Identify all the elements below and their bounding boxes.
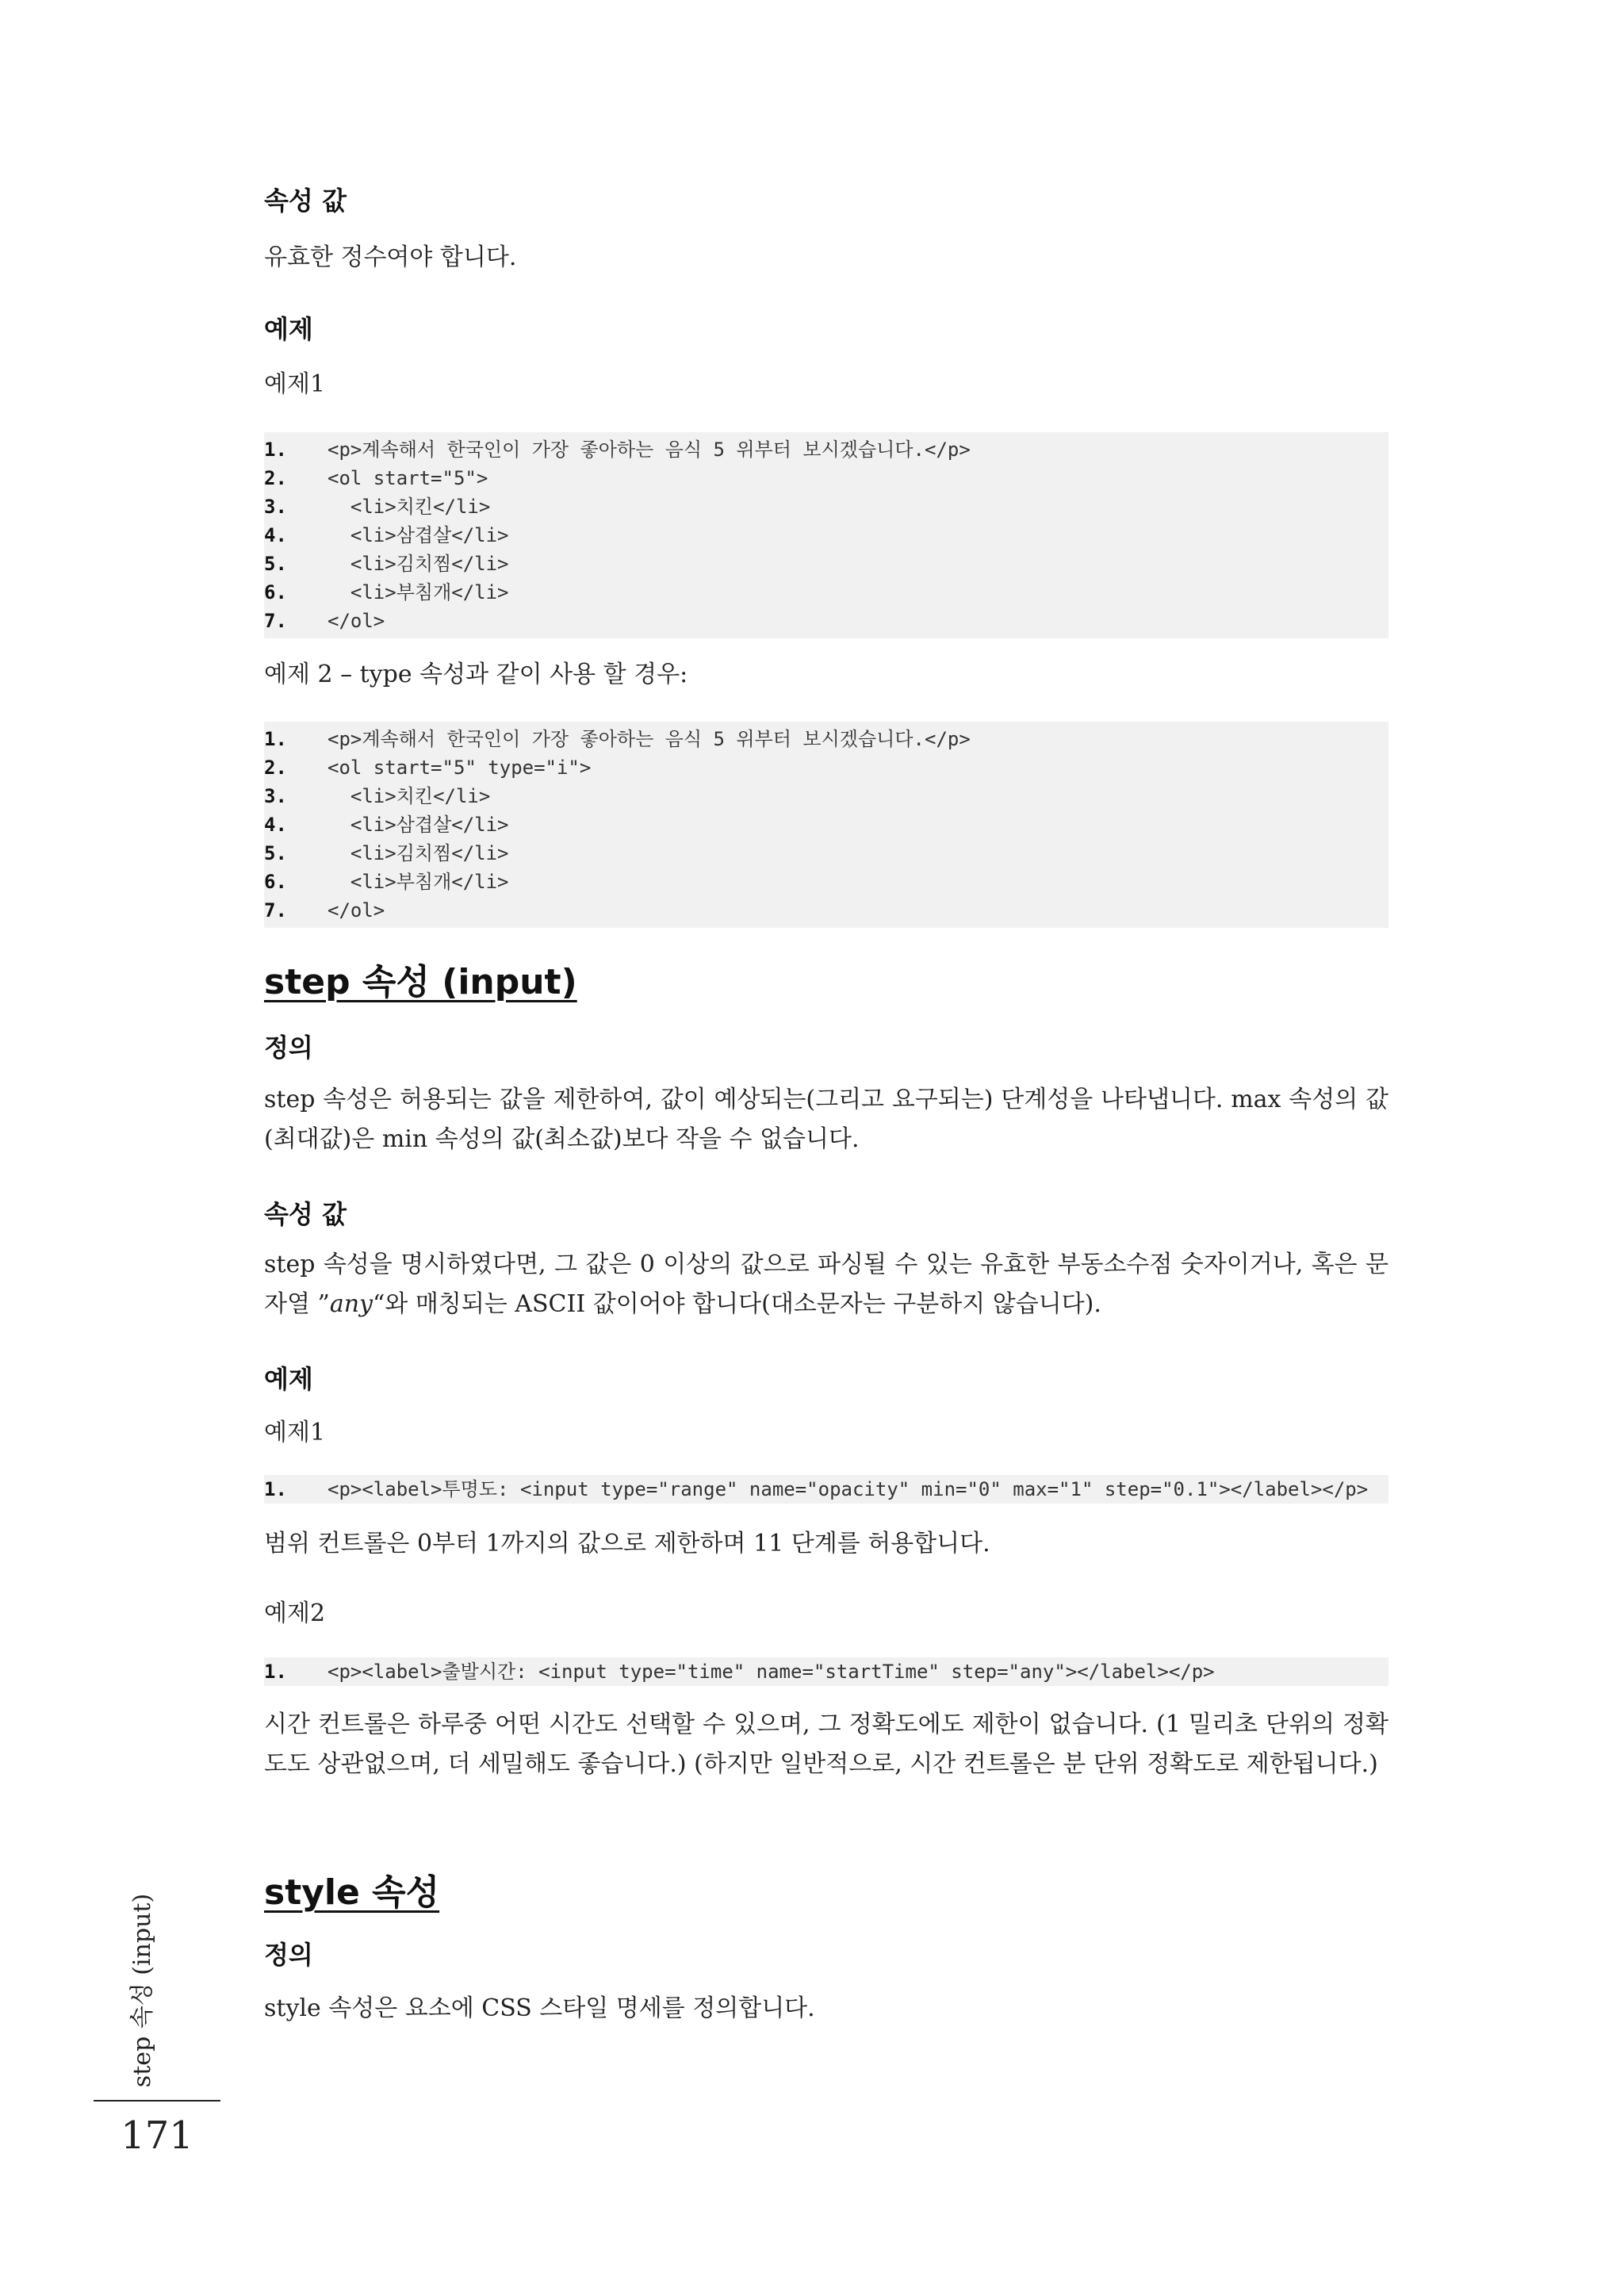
step-definition-text: step 속성은 허용되는 값을 제한하여, 값이 예상되는(그리고 요구되는) 단계성을 나타냅니다. max 속성의 값(최대값)은 min 속성의 값(최소값)보다 작을 수 없습니다. — [264, 1086, 1388, 1153]
step-attr-value-heading: 속성 값 — [264, 1199, 347, 1229]
style-section-title: style 속성 — [264, 1872, 440, 1913]
style-definition-heading: 정의 — [264, 1940, 313, 1970]
page-number: 171 — [121, 2113, 193, 2158]
example-heading: 예제 — [264, 314, 313, 344]
step-code-block-2 — [264, 1657, 1388, 1686]
code-line-number: 5. — [264, 842, 287, 864]
step-example-heading: 예제 — [264, 1364, 313, 1394]
code-line-number: 4. — [264, 814, 287, 836]
code-line-number: 6. — [264, 871, 287, 893]
step-attr-value-text-em: any — [329, 1290, 373, 1318]
code-line-text: <p><label>투명도: <input type="range" name="opacity" min="0" max="1" step="0.1"></label></p> — [327, 1478, 1369, 1500]
step-section-title: step 속성 (input) — [264, 962, 577, 1002]
code-line — [264, 868, 1388, 896]
code-line-number: 2. — [264, 757, 287, 779]
code-line — [264, 578, 1388, 607]
step-attr-value-text-post: “와 매칭되는 ASCII 값이어야 합니다(대소문자는 구분하지 않습니다). — [373, 1290, 1101, 1318]
code-line-text: <li>부침개</li> — [327, 871, 509, 893]
code-line-text: </ol> — [327, 899, 385, 921]
code-line-number: 7. — [264, 899, 287, 921]
example1-label: 예제1 — [264, 370, 326, 398]
margin-divider — [94, 2100, 220, 2102]
code-line — [264, 521, 1388, 550]
attr-value-heading: 속성 값 — [264, 186, 347, 216]
code-line-text: </ol> — [327, 610, 385, 632]
step-definition-heading: 정의 — [264, 1033, 313, 1063]
code-line-number: 1. — [264, 1661, 287, 1683]
code-line-number: 5. — [264, 553, 287, 575]
code-line-number: 2. — [264, 467, 287, 489]
code-line-text: <li>삼겹살</li> — [327, 524, 509, 546]
code-block-1 — [264, 432, 1388, 638]
step-example2-desc: 시간 컨트롤은 하루중 어떤 시간도 선택할 수 있으며, 그 정확도에도 제한이 없습니다. (1 밀리초 단위의 정확도도 상관없으며, 더 세밀해도 좋습니다.) (하지만 일반적으로, 시간 컨트롤은 분 단위 정확도로 제한됩니다.) — [264, 1711, 1388, 1778]
code-line — [264, 607, 1388, 635]
step-attr-value-text — [264, 1245, 1388, 1324]
example2-label: 예제 2 – type 속성과 같이 사용 할 경우: — [264, 661, 688, 688]
code-line-text: <p><label>출발시간: <input type="time" name="startTime" step="any"></label></p> — [327, 1661, 1215, 1683]
running-head-container — [95, 1887, 190, 2094]
code-line-text: <li>부침개</li> — [327, 581, 509, 603]
code-line-text: <ol start="5" type="i"> — [327, 757, 592, 779]
code-line — [264, 896, 1388, 925]
code-line — [264, 435, 1388, 464]
code-line — [264, 550, 1388, 578]
code-line-text: <li>김치찜</li> — [327, 553, 509, 575]
code-line — [264, 839, 1388, 868]
code-line-number: 3. — [264, 496, 287, 518]
code-line-number: 4. — [264, 524, 287, 546]
code-block-2 — [264, 722, 1388, 928]
code-line-text: <li>치킨</li> — [327, 496, 491, 518]
code-line-number: 1. — [264, 439, 287, 461]
running-head: step 속성 (input) — [128, 1893, 156, 2088]
attr-value-text: 유효한 정수여야 합니다. — [264, 243, 517, 271]
code-line — [264, 725, 1388, 753]
code-line — [264, 492, 1388, 521]
code-line — [264, 753, 1388, 782]
code-line-number: 3. — [264, 785, 287, 807]
code-line-number: 1. — [264, 728, 287, 750]
code-line — [264, 810, 1388, 839]
code-line-number: 6. — [264, 581, 287, 603]
code-line-text: <li>김치찜</li> — [327, 842, 509, 864]
code-line-text: <li>치킨</li> — [327, 785, 491, 807]
code-line — [264, 1657, 1388, 1686]
style-definition-text: style 속성은 요소에 CSS 스타일 명세를 정의합니다. — [264, 1994, 815, 2022]
step-code-block-1 — [264, 1475, 1388, 1504]
step-example1-desc: 범위 컨트롤은 0부터 1까지의 값으로 제한하며 11 단계를 허용합니다. — [264, 1530, 990, 1557]
code-line-text: <li>삼겹살</li> — [327, 814, 509, 836]
step-attr-value-text-pre: step 속성을 명시하였다면, 그 값은 0 이상의 값으로 파싱될 수 있는 유효한 부동소수점 숫자이거나, 혹은 문자열 ” — [264, 1251, 1388, 1318]
code-line-number: 1. — [264, 1478, 287, 1500]
step-example1-label: 예제1 — [264, 1419, 326, 1446]
code-line-text: <p>계속해서 한국인이 가장 좋아하는 음식 5 위부터 보시겠습니다.</p> — [327, 439, 971, 461]
code-line-number: 7. — [264, 610, 287, 632]
code-line — [264, 1475, 1388, 1504]
code-line-text: <p>계속해서 한국인이 가장 좋아하는 음식 5 위부터 보시겠습니다.</p> — [327, 728, 971, 750]
step-example2-label: 예제2 — [264, 1600, 326, 1627]
code-line-text: <ol start="5"> — [327, 467, 488, 489]
code-line — [264, 464, 1388, 492]
code-line — [264, 782, 1388, 810]
